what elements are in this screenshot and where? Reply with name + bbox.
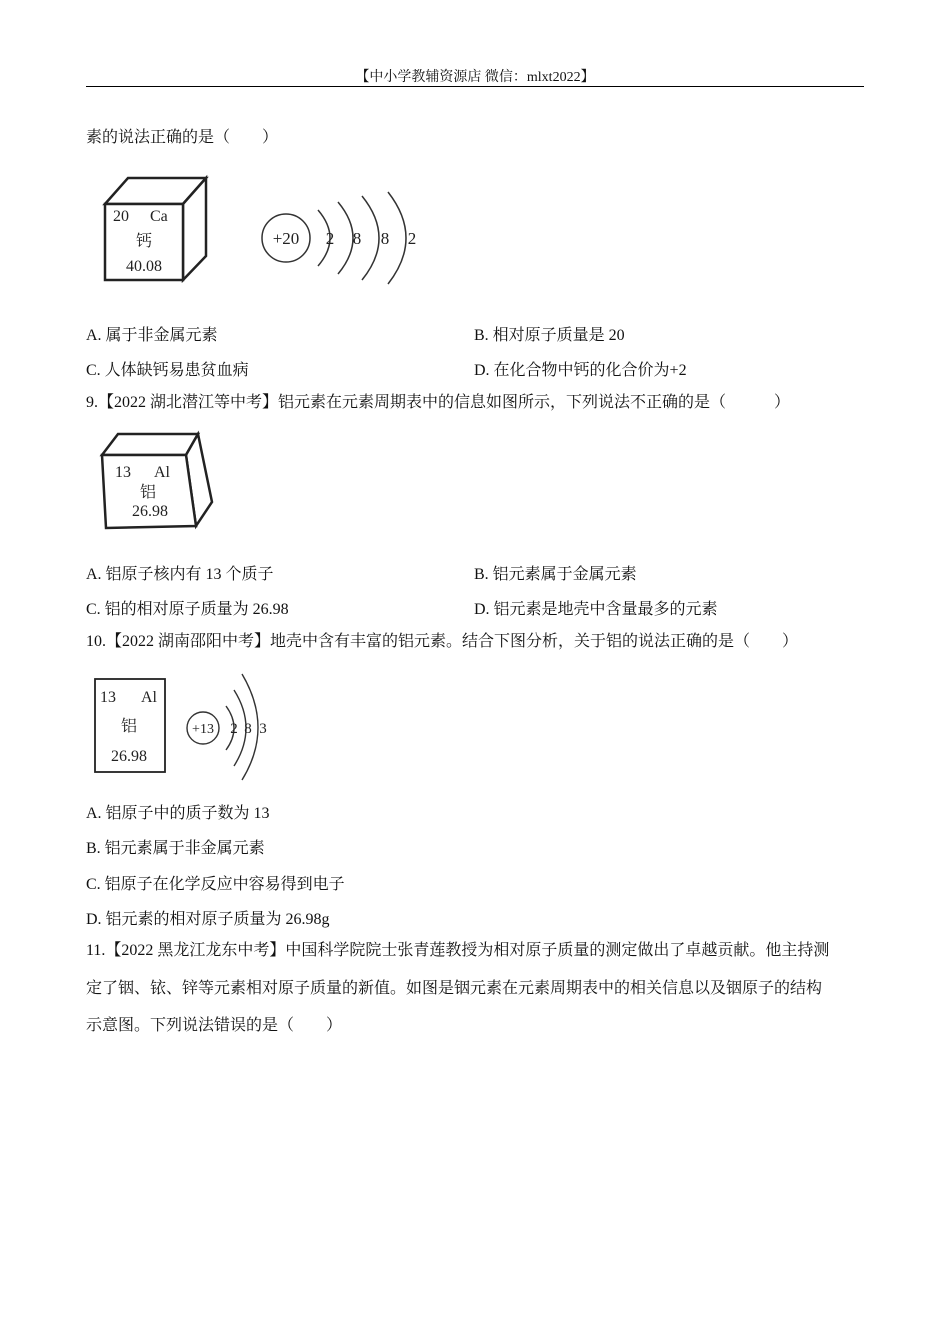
q9-aluminum-cube-figure bbox=[98, 430, 216, 530]
q8-nucleus-charge: +20 bbox=[272, 229, 300, 248]
q8-shell-3: 8 bbox=[380, 229, 390, 248]
page-header: 【中小学教辅资源店 微信：mlxt2022】 bbox=[355, 70, 595, 85]
q10-nucleus-charge: +13 bbox=[192, 722, 214, 737]
q11-stem-line-2: 定了铟、铱、锌等元素相对原子质量的新值。如图是铟元素在元素周期表中的相关信息以及铟原子的结构 bbox=[86, 980, 823, 997]
q8-tile-mass: 40.08 bbox=[126, 258, 162, 275]
q10-shell-2: 8 bbox=[244, 721, 252, 737]
q8-calcium-cube-figure bbox=[100, 174, 210, 284]
q10-aluminum-atom-diagram bbox=[182, 668, 274, 780]
q10-option-a: A. 铝原子中的质子数为 13 bbox=[86, 805, 270, 822]
q9-option-b: B. 铝元素属于金属元素 bbox=[474, 566, 637, 583]
q9-tile-symbol: Al bbox=[154, 464, 170, 481]
q10-tile-symbol: Al bbox=[141, 689, 157, 706]
q9-tile-name: 铝 bbox=[139, 484, 157, 501]
q10-tile-mass: 26.98 bbox=[111, 748, 147, 765]
q8-stem: 素的说法正确的是（ ） bbox=[86, 129, 279, 146]
q9-option-a: A. 铝原子核内有 13 个质子 bbox=[86, 566, 274, 583]
q11-stem-line-1: 11.【2022 黑龙江龙东中考】中国科学院院士张青莲教授为相对原子质量的测定做出了卓越贡献。他主持测 bbox=[86, 942, 830, 959]
q8-option-c: C. 人体缺钙易患贫血病 bbox=[86, 362, 249, 379]
q10-shell-1: 2 bbox=[230, 721, 238, 737]
q8-option-a: A. 属于非金属元素 bbox=[86, 327, 218, 344]
q8-option-d: D. 在化合物中钙的化合价为+2 bbox=[474, 362, 687, 379]
q8-option-b: B. 相对原子质量是 20 bbox=[474, 327, 625, 344]
q8-calcium-atom-diagram bbox=[258, 188, 428, 288]
q10-option-d: D. 铝元素的相对原子质量为 26.98g bbox=[86, 911, 330, 928]
header-rule bbox=[86, 86, 864, 87]
q10-tile-name: 铝 bbox=[120, 718, 138, 735]
q10-shell-3: 3 bbox=[259, 721, 267, 737]
q9-option-c: C. 铝的相对原子质量为 26.98 bbox=[86, 601, 289, 618]
q10-option-b: B. 铝元素属于非金属元素 bbox=[86, 840, 265, 857]
q8-tile-symbol: Ca bbox=[150, 208, 168, 225]
q9-stem: 9.【2022 湖北潜江等中考】铝元素在元素周期表中的信息如图所示，下列说法不正确的是（ ） bbox=[86, 394, 791, 411]
q8-tile-name: 钙 bbox=[135, 233, 153, 250]
q10-tile-number: 13 bbox=[100, 689, 116, 706]
q10-aluminum-tile-figure bbox=[94, 678, 166, 774]
q8-tile-number: 20 bbox=[113, 208, 129, 225]
q9-tile-mass: 26.98 bbox=[132, 503, 168, 520]
q9-tile-number: 13 bbox=[115, 464, 131, 481]
q8-shell-4: 2 bbox=[407, 229, 417, 248]
q8-shell-1: 2 bbox=[325, 229, 335, 248]
q11-stem-line-3: 示意图。下列说法错误的是（ ） bbox=[86, 1017, 343, 1034]
q9-option-d: D. 铝元素是地壳中含量最多的元素 bbox=[474, 601, 718, 618]
q10-stem: 10.【2022 湖南邵阳中考】地壳中含有丰富的铝元素。结合下图分析，关于铝的说法正确的是（ ） bbox=[86, 633, 799, 650]
q8-shell-2: 8 bbox=[352, 229, 362, 248]
q10-option-c: C. 铝原子在化学反应中容易得到电子 bbox=[86, 876, 345, 893]
